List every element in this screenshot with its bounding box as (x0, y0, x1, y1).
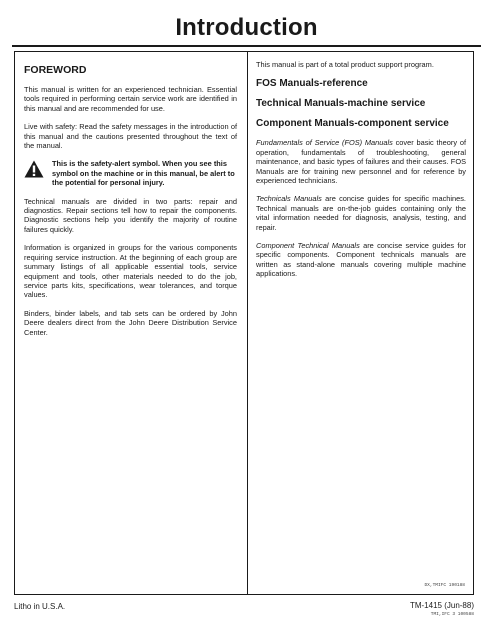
footer-code: TMI,IFC 3 100588 (430, 612, 474, 617)
document-stamp: DX,TMIFC 190188 (424, 583, 465, 588)
safety-alert-icon (24, 160, 46, 183)
foreword-paragraph-3: Technical manuals are divided in two parts: repair and diagnostics. Repair sections tell how to repair the components. Diagnostic sections help you identify the majority of routine failures quickly. (24, 196, 237, 234)
heading-component-manuals: Component Manuals-component service (256, 118, 449, 130)
page-title: Introduction (175, 14, 318, 41)
right-column (256, 60, 466, 288)
foreword-heading: FOREWORD (24, 64, 87, 76)
component-description (256, 241, 466, 279)
foreword-paragraph-1: This manual is written for an experienced technician. Essential tools required in performing certain service work are identified in this manual and are recommended for use. (24, 85, 237, 113)
heading-fos-manuals: FOS Manuals-reference (256, 78, 368, 90)
component-text: are concise service guides for specific components. Component technicals manuals are written as stand-alone manuals covering multiple machine applications. (256, 241, 466, 279)
component-term: Component Technical Manuals (256, 241, 360, 251)
title-rule (12, 45, 481, 47)
foreword-paragraph-2: Live with safety: Read the safety messages in the introduction of this manual and the cautions presented throughout the text of the manual. (24, 122, 237, 151)
support-program-intro: This manual is part of a total product support program. (256, 60, 434, 69)
foreword-paragraph-4: Information is organized in groups for the various components requiring service instruction. At the beginning of each group are summary listings of all applicable essential tools, service equipment and tools, other materials needed to do the job, service parts kits, specifications, wear tolerances, and torque values. (24, 243, 237, 300)
fos-description (256, 138, 466, 185)
technical-text: are concise guides for specific machines. Technical manuals are on-the-job guides containing only the vital information needed for diagnosis, analysis, testing, and repair. (256, 194, 466, 232)
column-divider (247, 52, 248, 594)
technical-term: Technicals Manuals (256, 194, 322, 204)
foreword-paragraph-5: Binders, binder labels, and tab sets can be ordered by John Deere dealers direct from the John Deere Distribution Service Center. (24, 308, 237, 337)
footer-manual-number: TM-1415 (Jun-88) (409, 601, 474, 610)
fos-term: Fundamentals of Service (FOS) Manuals (256, 138, 393, 148)
left-column (24, 60, 237, 346)
footer-litho: Litho in U.S.A. (14, 602, 66, 611)
content-frame (14, 51, 474, 595)
technical-description (256, 194, 466, 232)
heading-technical-manuals: Technical Manuals-machine service (256, 98, 426, 110)
safety-alert-text: This is the safety-alert symbol. When you see this symbol on the machine or in this manual, be alert to the potential for personal injury. (52, 159, 235, 188)
fos-text: cover basic theory of operation, fundamentals of troubleshooting, general maintenance, and basic types of failures and their causes. FOS Manuals are for training new personnel and for reference by experienced technicians. (256, 138, 466, 186)
safety-alert-block (24, 159, 237, 187)
